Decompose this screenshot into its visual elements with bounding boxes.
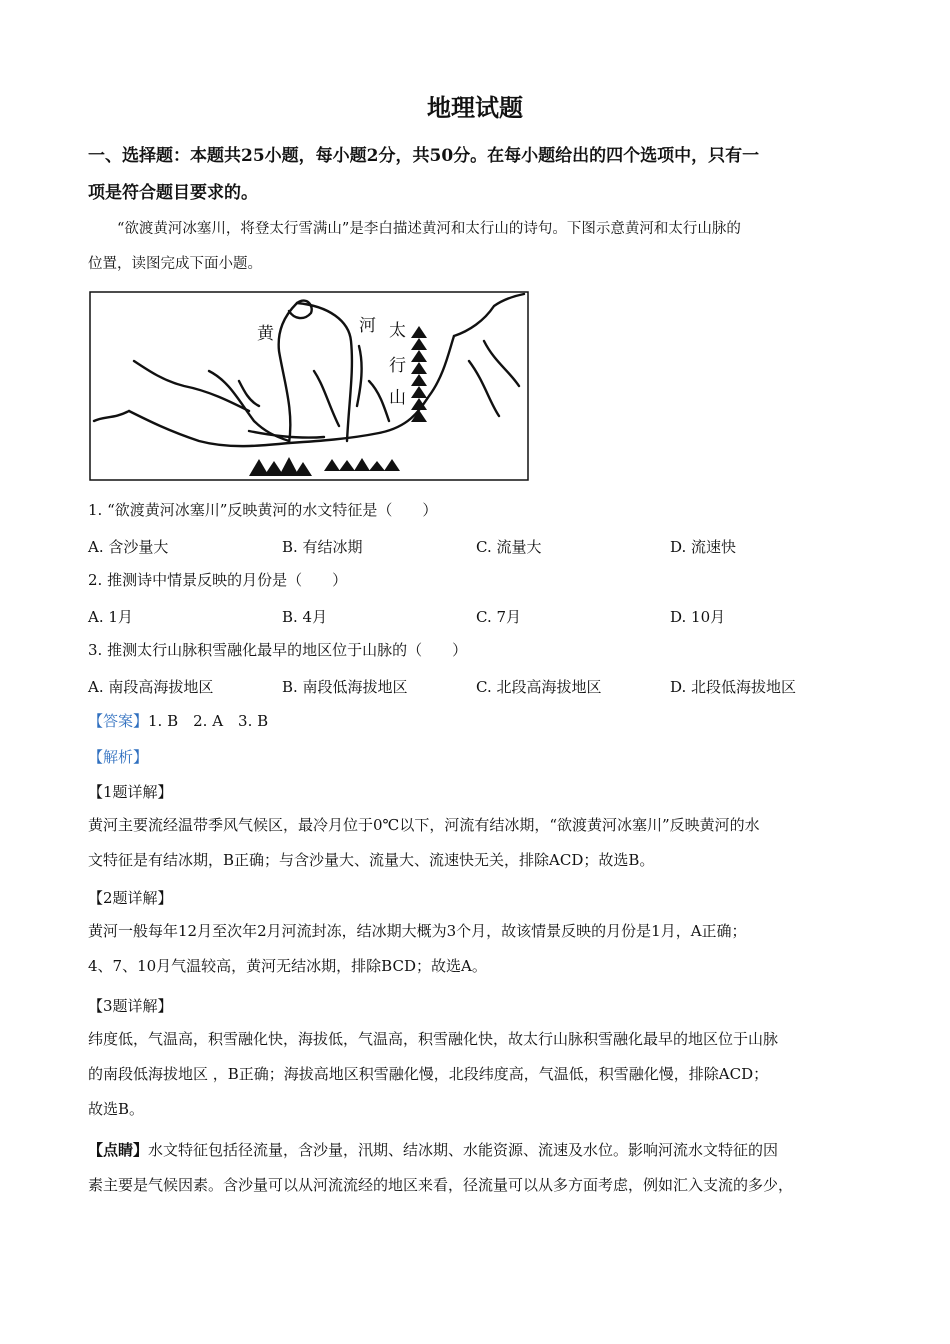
yellow-river-taihang-map bbox=[89, 291, 529, 481]
detail-1-line-1: 黄河主要流经温带季风气候区，最冷月位于0℃以下，河流有结冰期，“欲渡黄河冰塞川”反映黄河的水 bbox=[88, 816, 760, 834]
map-label-hang: 行 bbox=[389, 356, 406, 375]
question-2-option-c: C. 7月 bbox=[476, 608, 522, 626]
analysis-tag: 【解析】 bbox=[88, 748, 149, 766]
question-3-stem: 3. 推测太行山脉积雪融化最早的地区位于山脉的（ ） bbox=[88, 641, 468, 659]
intro-line-2: 位置，读图完成下面小题。 bbox=[88, 256, 262, 272]
question-1-options bbox=[88, 536, 868, 558]
question-3-option-d: D. 北段低海拔地区 bbox=[670, 678, 797, 696]
tip-line-1-text: 水文特征包括径流量，含沙量，汛期、结冰期、水能资源、流速及水位。影响河流水文特征的因 bbox=[148, 1141, 779, 1159]
tip-paragraph bbox=[88, 1133, 860, 1203]
intro-line-1: “欲渡黄河冰塞川，将登太行雪满山”是李白描述黄河和太行山的诗句。下图示意黄河和太行山脉的 bbox=[117, 221, 741, 237]
map-label-tai: 太 bbox=[389, 321, 406, 340]
question-1-option-d: D. 流速快 bbox=[670, 538, 737, 556]
detail-2-line-1: 黄河一般每年12月至次年2月河流封冻，结冰期大概为3个月，故该情景反映的月份是1月，A正确； bbox=[88, 922, 747, 940]
detail-1-body bbox=[88, 808, 860, 878]
detail-2-heading: 【2题详解】 bbox=[88, 889, 173, 907]
question-2-stem: 2. 推测诗中情景反映的月份是（ ） bbox=[88, 571, 348, 589]
intro-paragraph bbox=[88, 212, 860, 282]
tip-tag: 【点睛】 bbox=[88, 1141, 149, 1159]
detail-3-line-2: 的南段低海拔地区 ，B正确；海拔高地区积雪融化慢，北段纬度高，气温低，积雪融化慢，排除ACD； bbox=[88, 1065, 769, 1083]
question-3-option-c: C. 北段高海拔地区 bbox=[476, 678, 602, 696]
detail-3-heading: 【3题详解】 bbox=[88, 997, 173, 1015]
map-label-he: 河 bbox=[359, 316, 376, 335]
detail-3-line-3: 故选B。 bbox=[88, 1100, 145, 1118]
question-3-option-b: B. 南段低海拔地区 bbox=[282, 678, 408, 696]
question-1-option-a: A. 含沙量大 bbox=[88, 538, 169, 556]
map-label-shan: 山 bbox=[389, 388, 406, 407]
question-2-option-a: A. 1月 bbox=[88, 608, 133, 626]
detail-1-line-2: 文特征是有结冰期，B正确；与含沙量大、流量大、流速快无关，排除ACD；故选B。 bbox=[88, 851, 655, 869]
question-1-option-c: C. 流量大 bbox=[476, 538, 542, 556]
map-frame bbox=[90, 292, 528, 480]
map-label-huang: 黄 bbox=[257, 324, 274, 343]
detail-2-line-2: 4、7、10月气温较高，黄河无结冰期，排除BCD；故选A。 bbox=[88, 957, 487, 975]
detail-3-line-1: 纬度低，气温高，积雪融化快，海拔低，气温高，积雪融化快，故太行山脉积雪融化最早的地区位于山脉 bbox=[88, 1030, 779, 1048]
question-3-options bbox=[88, 676, 868, 698]
tip-line-2: 素主要是气候因素。含沙量可以从河流流经的地区来看，径流量可以从多方面考虑，例如汇入支流的多少， bbox=[88, 1176, 794, 1194]
answer-text: 1. B 2. A 3. B bbox=[148, 712, 269, 730]
section-heading-line-1: 一、选择题：本题共25小题，每小题2分，共50分。在每小题给出的四个选项中，只有一 bbox=[88, 146, 760, 166]
detail-2-body bbox=[88, 914, 860, 984]
section-heading bbox=[88, 138, 858, 212]
question-2-option-d: D. 10月 bbox=[670, 608, 726, 626]
tip-line-1 bbox=[88, 1133, 860, 1168]
question-1-option-b: B. 有结冰期 bbox=[282, 538, 363, 556]
question-1-stem: 1. “欲渡黄河冰塞川”反映黄河的水文特征是（ ） bbox=[88, 501, 438, 519]
question-2-option-b: B. 4月 bbox=[282, 608, 328, 626]
detail-3-body bbox=[88, 1022, 860, 1127]
page-title: 地理试题 bbox=[427, 93, 523, 122]
detail-1-heading: 【1题详解】 bbox=[88, 783, 173, 801]
answer-line bbox=[88, 710, 863, 731]
question-3-option-a: A. 南段高海拔地区 bbox=[88, 678, 214, 696]
question-2-options bbox=[88, 606, 868, 628]
section-heading-line-2: 项是符合题目要求的。 bbox=[88, 183, 258, 203]
answer-tag: 【答案】 bbox=[88, 712, 149, 730]
